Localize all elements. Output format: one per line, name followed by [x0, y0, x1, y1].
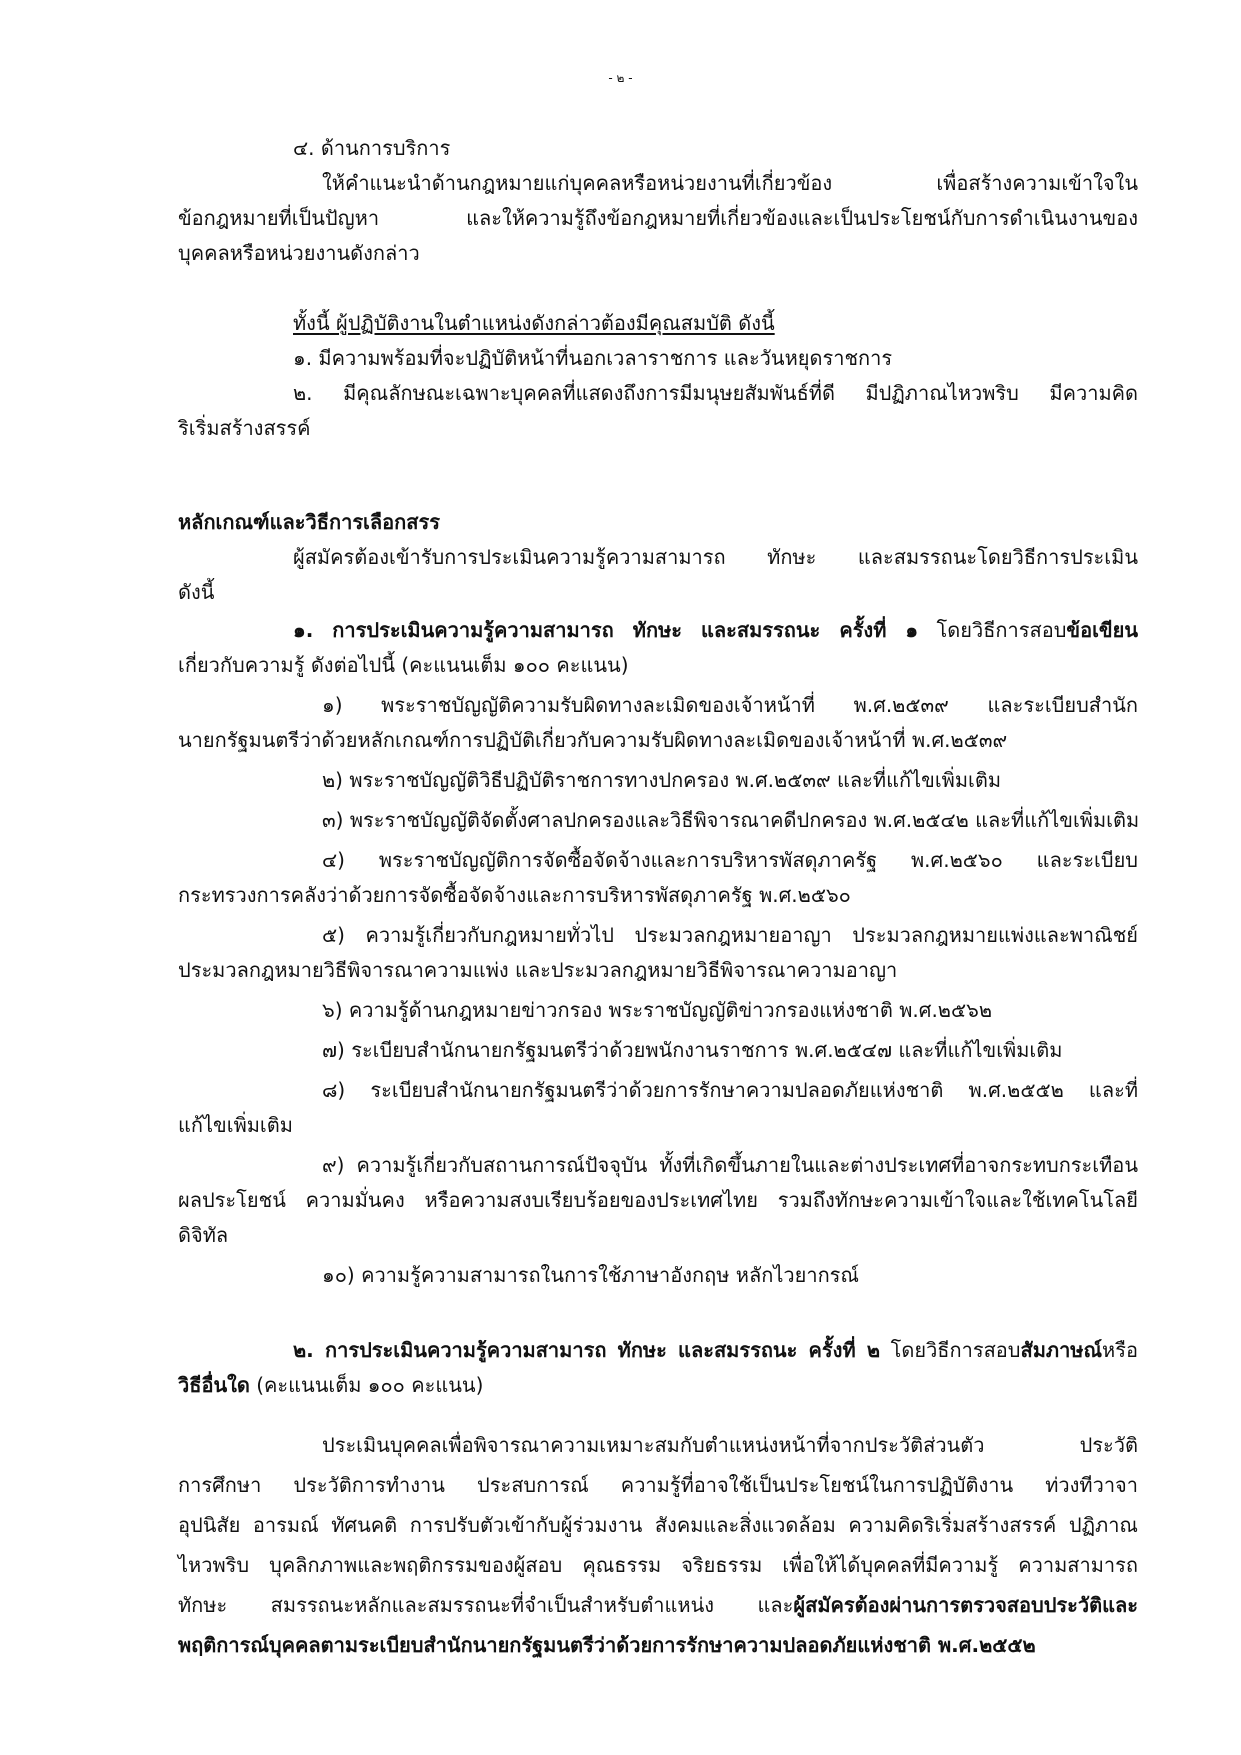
round1-item-4: ๔) พระราชบัญญัติการจัดซื้อจัดจ้างและการบริหารพัสดุภาครัฐ พ.ศ.๒๕๖๐ และระเบียบ: [322, 848, 1138, 872]
round2-para-line: ประเมินบุคคลเพื่อพิจารณาความเหมาะสมกับตำแหน่งหน้าที่จากประวัติส่วนตัว ประวัติ: [322, 1433, 1138, 1457]
service-para-line: ให้คำแนะนำด้านกฎหมายแก่บุคคลหรือหน่วยงานที่เกี่ยวข้อง เพื่อสร้างความเข้าใจใน: [322, 171, 1138, 195]
round1-title: [293, 616, 1138, 644]
round2-method-or: หรือ: [1102, 1338, 1138, 1362]
qualification-item-2: ๒. มีคุณลักษณะเฉพาะบุคคลที่แสดงถึงการมีมนุษยสัมพันธ์ที่ดี มีปฏิภาณไหวพริบ มีความคิด: [293, 381, 1138, 405]
round2-title-bold: ๒. การประเมินความรู้ความสามารถ ทักษะ และสมรรถนะ ครั้งที่ ๒: [293, 1338, 881, 1362]
round2-para-line-5: [178, 1591, 1138, 1619]
qualifications-heading: ทั้งนี้ ผู้ปฏิบัติงานในตำแหน่งดังกล่าวต้องมีคุณสมบัติ ดังนี้: [293, 311, 775, 335]
round2-para-line: อุปนิสัย อารมณ์ ทัศนคติ การปรับตัวเข้ากับผู้ร่วมงาน สังคมและสิ่งแวดล้อม ความคิดริเริ่มสร้างสรรค์ ปฏิภาณ: [178, 1513, 1138, 1537]
selection-heading: หลักเกณฑ์และวิธีการเลือกสรร: [178, 510, 440, 534]
round1-item-7: ๗) ระเบียบสำนักนายกรัฐมนตรีว่าด้วยพนักงานราชการ พ.ศ.๒๕๔๗ และที่แก้ไขเพิ่มเติม: [322, 1038, 1063, 1062]
qualification-item-2-cont: ริเริ่มสร้างสรรค์: [178, 416, 311, 440]
round1-item-10: ๑๐) ความรู้ความสามารถในการใช้ภาษาอังกฤษ หลักไวยากรณ์: [322, 1263, 859, 1287]
round1-item-1-cont: นายกรัฐมนตรีว่าด้วยหลักเกณฑ์การปฏิบัติเกี่ยวกับความรับผิดทางละเมิดของเจ้าหน้าที่ พ.ศ.๒๕๓๙: [178, 728, 1008, 752]
round1-method-bold: ข้อเขียน: [1066, 618, 1138, 642]
service-para-line: ข้อกฎหมายที่เป็นปัญหา และให้ความรู้ถึงข้อกฎหมายที่เกี่ยวข้องและเป็นประโยชน์กับการดำเนินงานของ: [178, 206, 1138, 230]
round1-item-6: ๖) ความรู้ด้านกฎหมายข่าวกรอง พระราชบัญญัติข่าวกรองแห่งชาติ พ.ศ.๒๕๖๒: [322, 998, 993, 1022]
round1-title-bold: ๑. การประเมินความรู้ความสามารถ ทักษะ และสมรรถนะ ครั้งที่ ๑: [293, 618, 919, 642]
page-number: - ๒ -: [608, 71, 633, 85]
round2-method-bold: สัมภาษณ์: [1020, 1338, 1103, 1362]
round1-item-9: ๙) ความรู้เกี่ยวกับสถานการณ์ปัจจุบัน ทั้งที่เกิดขึ้นภายในและต่างประเทศที่อาจกระทบกระเทือน: [322, 1153, 1138, 1177]
round2-para-line-6: พฤติการณ์บุคคลตามระเบียบสำนักนายกรัฐมนตรีว่าด้วยการรักษาความปลอดภัยแห่งชาติ พ.ศ.๒๕๕๒: [178, 1633, 1036, 1657]
round2-para-text: ทักษะ สมรรถนะหลักและสมรรถนะที่จำเป็นสำหรับตำแหน่ง และ: [178, 1593, 794, 1617]
round1-title-text: โดยวิธีการสอบ: [918, 618, 1067, 642]
round2-score: (คะแนนเต็ม ๑๐๐ คะแนน): [249, 1373, 484, 1397]
round2-title: [293, 1336, 1138, 1364]
round2-other-method: วิธีอื่นใด: [178, 1373, 250, 1397]
round2-title-text: โดยวิธีการสอบ: [880, 1338, 1021, 1362]
round1-item-5-cont: ประมวลกฎหมายวิธีพิจารณาความแพ่ง และประมวลกฎหมายวิธีพิจารณาความอาญา: [178, 958, 898, 982]
round1-item-8: ๘) ระเบียบสำนักนายกรัฐมนตรีว่าด้วยการรักษาความปลอดภัยแห่งชาติ พ.ศ.๒๕๕๒ และที่: [322, 1078, 1138, 1102]
round1-item-9-cont: ผลประโยชน์ ความมั่นคง หรือความสงบเรียบร้อยของประเทศไทย รวมถึงทักษะความเข้าใจและใช้เทคโนโลยี: [178, 1188, 1138, 1212]
round1-item-1: ๑) พระราชบัญญัติความรับผิดทางละเมิดของเจ้าหน้าที่ พ.ศ.๒๕๓๙ และระเบียบสำนัก: [322, 693, 1138, 717]
round1-item-5: ๕) ความรู้เกี่ยวกับกฎหมายทั่วไป ประมวลกฎหมายอาญา ประมวลกฎหมายแพ่งและพาณิชย์: [322, 923, 1138, 947]
round2-para-line: ไหวพริบ บุคลิกภาพและพฤติกรรมของผู้สอบ คุณธรรม จริยธรรม เพื่อให้ได้บุคคลที่มีความรู้ ความสามารถ: [178, 1553, 1138, 1577]
round1-item-3: ๓) พระราชบัญญัติจัดตั้งศาลปกครองและวิธีพิจารณาคดีปกครอง พ.ศ.๒๕๔๒ และที่แก้ไขเพิ่มเติม: [322, 808, 1140, 832]
selection-intro-line: ผู้สมัครต้องเข้ารับการประเมินความรู้ความสามารถ ทักษะ และสมรรถนะโดยวิธีการประเมิน: [293, 545, 1138, 569]
round1-item-2: ๒) พระราชบัญญัติวิธีปฏิบัติราชการทางปกครอง พ.ศ.๒๕๓๙ และที่แก้ไขเพิ่มเติม: [322, 768, 1002, 792]
round1-item-4-cont: กระทรวงการคลังว่าด้วยการจัดซื้อจัดจ้างและการบริหารพัสดุภาครัฐ พ.ศ.๒๕๖๐: [178, 883, 851, 907]
service-para-line: บุคคลหรือหน่วยงานดังกล่าว: [178, 241, 420, 265]
round2-subtitle: [178, 1371, 483, 1399]
round1-subtitle: เกี่ยวกับความรู้ ดังต่อไปนี้ (คะแนนเต็ม ๑๐๐ คะแนน): [178, 653, 629, 677]
round1-item-8-cont: แก้ไขเพิ่มเติม: [178, 1113, 293, 1137]
round2-para-bold: ผู้สมัครต้องผ่านการตรวจสอบประวัติและ: [793, 1593, 1138, 1617]
service-heading: ๔. ด้านการบริการ: [293, 136, 451, 160]
round1-item-9-cont: ดิจิทัล: [178, 1223, 229, 1247]
round2-para-line: การศึกษา ประวัติการทำงาน ประสบการณ์ ความรู้ที่อาจใช้เป็นประโยชน์ในการปฏิบัติงาน ท่วงทีวาจา: [178, 1473, 1138, 1497]
qualification-item-1: ๑. มีความพร้อมที่จะปฏิบัติหน้าที่นอกเวลาราชการ และวันหยุดราชการ: [293, 346, 893, 370]
selection-intro-line: ดังนี้: [178, 580, 215, 604]
